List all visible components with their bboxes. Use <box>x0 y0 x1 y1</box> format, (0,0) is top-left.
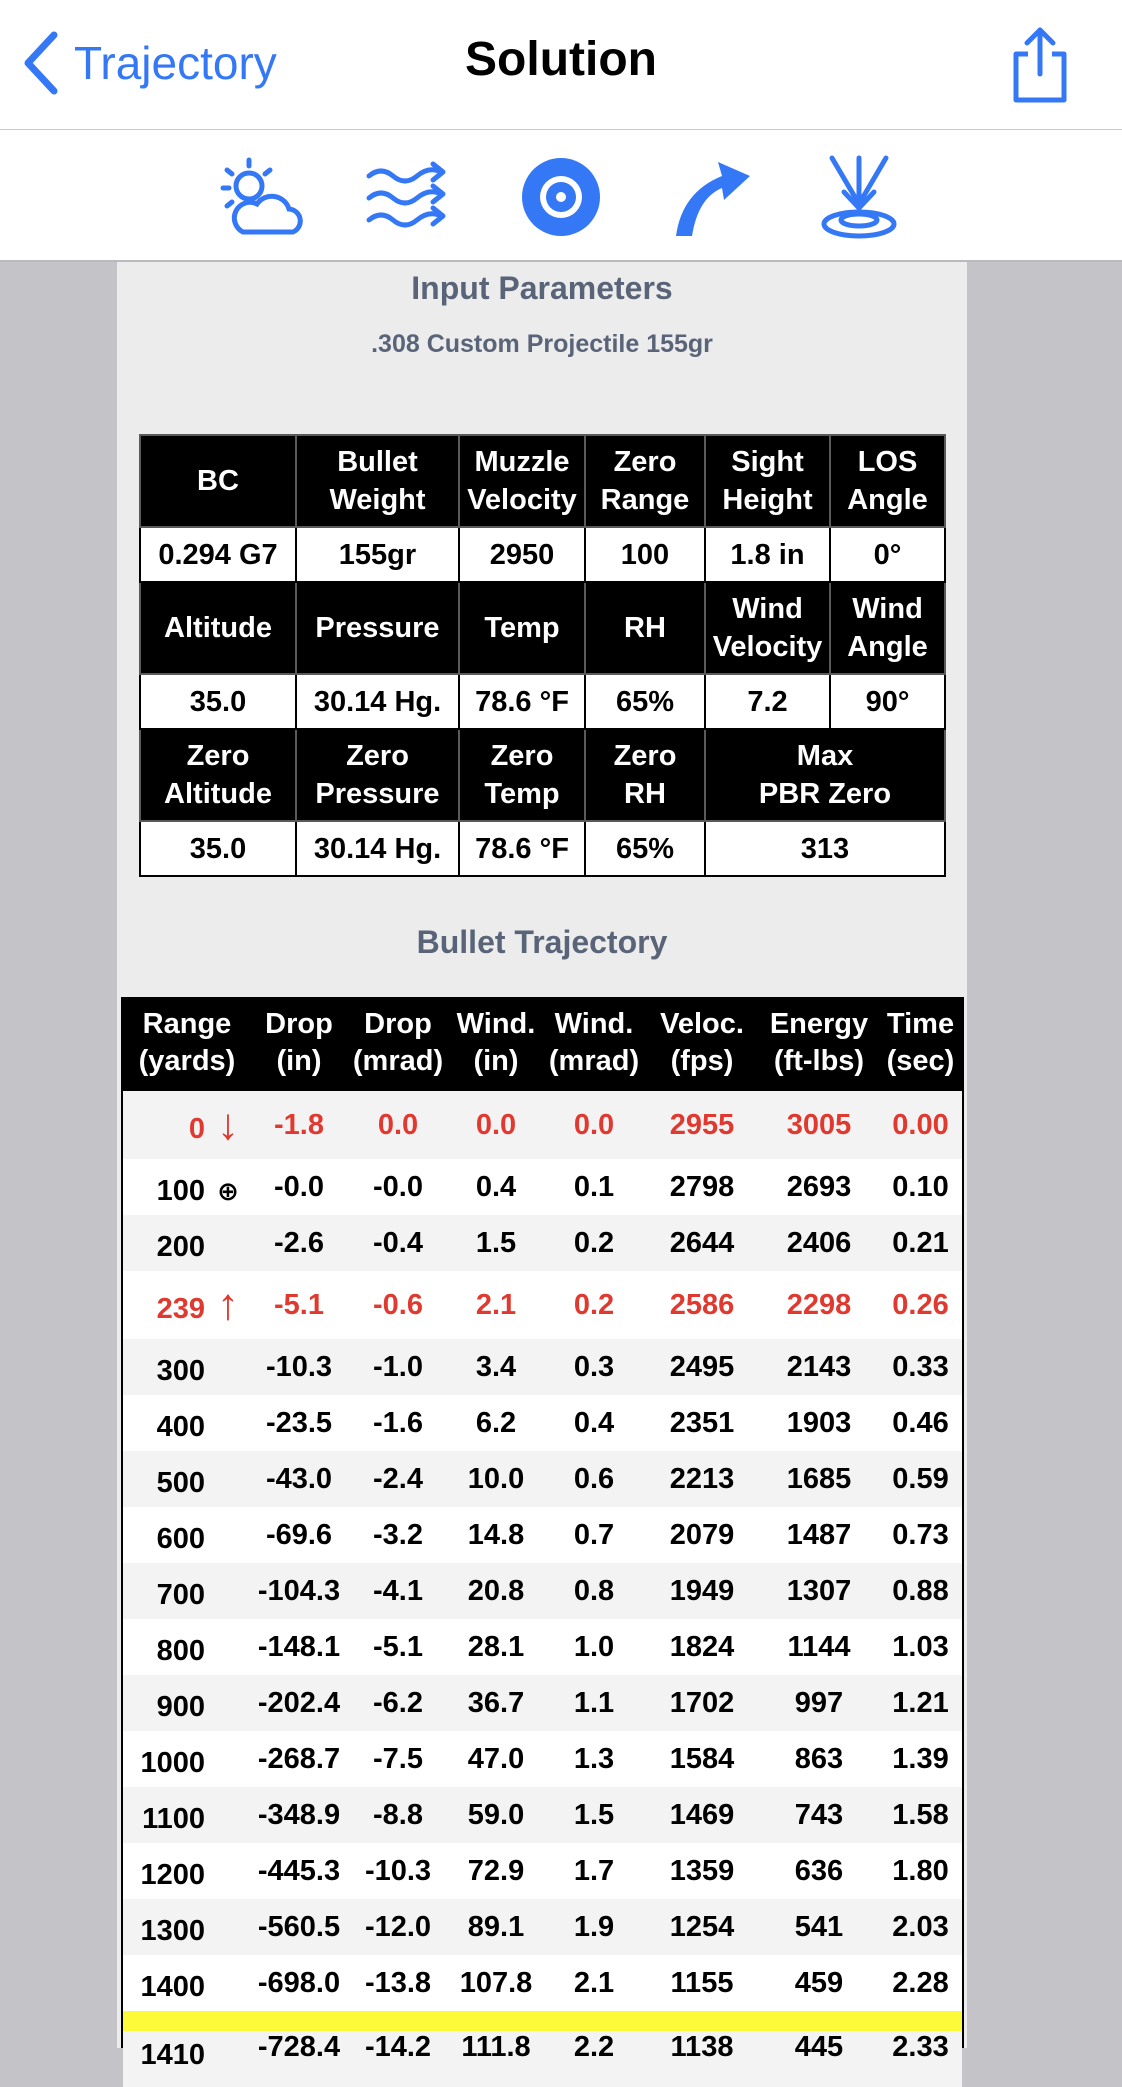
range-cell <box>123 1627 251 1668</box>
trajectory-value: 28.1 <box>467 1630 525 1663</box>
trajectory-row[interactable] <box>123 1563 962 1619</box>
impact-icon[interactable] <box>814 152 904 242</box>
trajectory-value: 2406 <box>786 1226 852 1259</box>
trajectory-value: 0.26 <box>892 1288 949 1321</box>
trajectory-value: 2.2 <box>573 2031 615 2063</box>
range-value: 900 <box>156 1690 205 1723</box>
range-value: 600 <box>156 1522 205 1555</box>
trajectory-value: 36.7 <box>467 1686 525 1719</box>
trajectory-value: -1.0 <box>373 1350 423 1383</box>
trajectory-value: 72.9 <box>467 1854 525 1887</box>
trajectory-value: 0.00 <box>892 1108 949 1141</box>
parameter-value: 0° <box>830 527 945 582</box>
trajectory-row[interactable] <box>123 1507 962 1563</box>
trajectory-value: 10.0 <box>467 1462 525 1495</box>
range-cell <box>123 1851 251 1892</box>
trajectory-value: -0.4 <box>373 1226 423 1259</box>
trajectory-value: 2586 <box>669 1288 735 1321</box>
trajectory-value: 1824 <box>669 1630 735 1663</box>
trajectory-value: 0.0 <box>377 1108 419 1141</box>
parameter-value: 100 <box>585 527 705 582</box>
trajectory-value: -69.6 <box>265 1518 333 1551</box>
column-header: Veloc. (fps) <box>660 1008 744 1077</box>
parameter-header-row <box>140 582 945 674</box>
range-value: 800 <box>156 1634 205 1667</box>
trajectory-value: 111.8 <box>461 2031 531 2063</box>
trajectory-value: 1685 <box>786 1462 852 1495</box>
trajectory-row[interactable] <box>123 2031 962 2087</box>
trajectory-value: 1.0 <box>573 1630 615 1663</box>
trajectory-value: -14.2 <box>364 2031 432 2063</box>
trajectory-value: 1487 <box>786 1518 852 1551</box>
back-button-label: Trajectory <box>74 37 277 89</box>
trajectory-value: -10.3 <box>265 1350 333 1383</box>
trajectory-value: 1949 <box>669 1574 735 1607</box>
projectile-subtitle: .308 Custom Projectile 155gr <box>371 330 713 358</box>
parameter-label: Pressure <box>296 582 459 674</box>
range-value: 1410 <box>140 2039 205 2071</box>
parameter-value: 2950 <box>459 527 585 582</box>
parameter-label: Zero Range <box>585 435 705 527</box>
trajectory-value: -4.1 <box>373 1574 423 1607</box>
column-header: Wind. (mrad) <box>548 1008 640 1077</box>
parameter-value: 1.8 in <box>705 527 830 582</box>
trajectory-value: -445.3 <box>257 1854 341 1887</box>
trajectory-row[interactable] <box>123 1787 962 1843</box>
range-value: 700 <box>156 1578 205 1611</box>
column-header: Drop (in) <box>265 1008 333 1077</box>
trajectory-row[interactable] <box>123 1339 962 1395</box>
range-value: 300 <box>156 1354 205 1387</box>
trajectory-value: 2213 <box>669 1462 735 1495</box>
bullet-trajectory-title: Bullet Trajectory <box>416 924 668 960</box>
trajectory-header-row <box>123 997 962 1091</box>
trajectory-value: 1903 <box>786 1406 852 1439</box>
parameter-label: Sight Height <box>705 435 830 527</box>
trajectory-value: 1359 <box>669 1854 735 1887</box>
trajectory-value: 0.2 <box>573 1226 615 1259</box>
trajectory-value: -12.0 <box>364 1910 432 1943</box>
range-cell <box>123 1100 251 1149</box>
trajectory-value: -13.8 <box>364 1966 432 1999</box>
range-cell <box>123 1403 251 1444</box>
trajectory-value: 1.58 <box>892 1798 949 1831</box>
column-header: Energy (ft-lbs) <box>769 1008 869 1077</box>
trajectory-value: 2351 <box>669 1406 735 1439</box>
trajectory-value: 459 <box>794 1966 844 1999</box>
parameter-value: 30.14 Hg. <box>296 674 459 729</box>
range-cell <box>123 1347 251 1388</box>
trajectory-value: 3005 <box>786 1108 852 1141</box>
parameter-value: 65% <box>585 821 705 876</box>
parameter-value: 0.294 G7 <box>140 527 296 582</box>
trajectory-value: 0.88 <box>892 1574 949 1607</box>
trajectory-value: 2.03 <box>892 1910 949 1943</box>
trajectory-value: 2955 <box>669 1108 735 1141</box>
parameter-label: RH <box>585 582 705 674</box>
trajectory-value: 0.73 <box>892 1518 949 1551</box>
toolbar <box>0 130 1122 262</box>
parameter-label: Wind Velocity <box>705 582 830 674</box>
trajectory-value: 2079 <box>669 1518 735 1551</box>
trajectory-value: 3.4 <box>475 1350 517 1383</box>
trajectory-value: -560.5 <box>257 1910 341 1943</box>
range-cell <box>123 1280 251 1329</box>
trajectory-value: -698.0 <box>257 1966 341 1999</box>
range-value: 1400 <box>140 1970 205 2003</box>
trajectory-row[interactable] <box>123 1619 962 1675</box>
trajectory-row[interactable] <box>123 1159 962 1215</box>
trajectory-row[interactable] <box>123 1899 962 1955</box>
trajectory-value: -0.6 <box>373 1288 423 1321</box>
trajectory-body <box>123 1091 962 2087</box>
trajectory-value: -1.8 <box>274 1108 324 1141</box>
trajectory-value: 1.9 <box>573 1910 615 1943</box>
share-icon <box>1008 24 1072 104</box>
range-cell <box>123 1459 251 1500</box>
trajectory-value: -0.0 <box>274 1170 324 1203</box>
trajectory-value: 0.21 <box>892 1226 949 1259</box>
parameter-label: Wind Angle <box>830 582 945 674</box>
range-cell <box>123 1963 251 2004</box>
parameter-header-row <box>140 729 945 821</box>
trajectory-value: 541 <box>794 1910 844 1943</box>
trajectory-value: 1144 <box>787 1630 851 1663</box>
trajectory-value: 1.5 <box>573 1798 615 1831</box>
trajectory-value: 2693 <box>786 1170 852 1203</box>
trajectory-value: -268.7 <box>257 1742 341 1775</box>
trajectory-value: 1.80 <box>892 1854 949 1887</box>
parameter-value: 78.6 °F <box>459 674 585 729</box>
chevron-left-icon <box>20 31 60 95</box>
trajectory-value: 0.6 <box>573 1462 615 1495</box>
range-cell <box>123 1683 251 1724</box>
input-parameters-table <box>139 434 946 877</box>
arrow-down-icon: ↓ <box>217 1100 239 1149</box>
parameter-value: 78.6 °F <box>459 821 585 876</box>
range-value: 400 <box>156 1410 205 1443</box>
trajectory-value: 2644 <box>669 1226 735 1259</box>
trajectory-value: 1254 <box>669 1910 735 1943</box>
range-value: 1000 <box>140 1746 205 1779</box>
solution-panel <box>117 262 967 2071</box>
trajectory-value: 0.3 <box>573 1350 615 1383</box>
max-range-highlight <box>123 2011 962 2031</box>
parameter-value: 155gr <box>296 527 459 582</box>
trajectory-value: -728.4 <box>257 2031 341 2063</box>
trajectory-value: -2.4 <box>373 1462 423 1495</box>
trajectory-value: 636 <box>794 1854 844 1887</box>
trajectory-value: -6.2 <box>373 1686 423 1719</box>
trajectory-value: 59.0 <box>467 1798 525 1831</box>
trajectory-value: 2143 <box>786 1350 852 1383</box>
trajectory-row[interactable] <box>123 1843 962 1899</box>
trajectory-value: 1.21 <box>892 1686 949 1719</box>
parameter-value: 30.14 Hg. <box>296 821 459 876</box>
trajectory-value: 0.4 <box>475 1170 517 1203</box>
trajectory-value: 0.10 <box>892 1170 949 1203</box>
trajectory-row[interactable] <box>123 1731 962 1787</box>
parameter-label: Altitude <box>140 582 296 674</box>
trajectory-value: 6.2 <box>475 1406 517 1439</box>
parameter-label: Max PBR Zero <box>705 729 945 821</box>
trajectory-value: 2.33 <box>892 2031 949 2063</box>
trajectory-value: 107.8 <box>459 1966 533 1999</box>
trajectory-value: 0.0 <box>573 1108 615 1141</box>
trajectory-value: 1155 <box>670 1966 734 1999</box>
trajectory-value: 863 <box>794 1742 844 1775</box>
parameter-value: 35.0 <box>140 821 296 876</box>
trajectory-value: 2798 <box>669 1170 735 1203</box>
trajectory-value: 1138 <box>670 2031 734 2063</box>
range-cell <box>123 1223 251 1264</box>
trajectory-value: 0.8 <box>573 1574 615 1607</box>
wind-icon[interactable] <box>363 152 453 242</box>
range-value: 200 <box>156 1230 205 1263</box>
range-cell <box>123 1515 251 1556</box>
trajectory-value: 0.4 <box>573 1406 615 1439</box>
parameter-value: 7.2 <box>705 674 830 729</box>
trajectory-value: 2.1 <box>475 1288 517 1321</box>
bullet-trajectory-table[interactable] <box>121 997 964 2071</box>
trajectory-value: 47.0 <box>467 1742 525 1775</box>
trajectory-value: -23.5 <box>265 1406 333 1439</box>
column-header: Wind. (in) <box>456 1008 536 1077</box>
trajectory-value: 89.1 <box>467 1910 525 1943</box>
trajectory-value: 0.59 <box>892 1462 949 1495</box>
range-cell <box>123 1795 251 1836</box>
parameter-label: Zero Altitude <box>140 729 296 821</box>
range-cell <box>123 2031 251 2072</box>
trajectory-row[interactable] <box>123 1215 962 1271</box>
column-header: Drop (mrad) <box>352 1008 444 1077</box>
trajectory-value: -10.3 <box>364 1854 432 1887</box>
range-value: 1300 <box>140 1914 205 1947</box>
trajectory-value: -148.1 <box>257 1630 341 1663</box>
column-header: Time (sec) <box>886 1008 955 1077</box>
parameter-value: 65% <box>585 674 705 729</box>
parameter-label: Muzzle Velocity <box>459 435 585 527</box>
trajectory-value: -202.4 <box>257 1686 341 1719</box>
parameter-label: Temp <box>459 582 585 674</box>
trajectory-value: -43.0 <box>265 1462 333 1495</box>
trajectory-value: 0.0 <box>475 1108 517 1141</box>
back-button[interactable] <box>20 28 277 98</box>
parameter-label: Zero Temp <box>459 729 585 821</box>
trajectory-value: 0.46 <box>892 1406 949 1439</box>
trajectory-value: -8.8 <box>373 1798 423 1831</box>
trajectory-value: 2495 <box>669 1350 735 1383</box>
trajectory-row[interactable] <box>123 1955 962 2011</box>
trajectory-value: -7.5 <box>373 1742 423 1775</box>
trajectory-value: 0.1 <box>573 1170 615 1203</box>
parameter-label: Bullet Weight <box>296 435 459 527</box>
trajectory-value: 1.39 <box>892 1742 949 1775</box>
trajectory-value: 0.2 <box>573 1288 615 1321</box>
trajectory-value: 1.1 <box>573 1686 615 1719</box>
trajectory-value: 2298 <box>786 1288 852 1321</box>
trajectory-arrow-icon[interactable] <box>668 152 758 242</box>
parameter-label: LOS Angle <box>830 435 945 527</box>
parameter-value-row <box>140 674 945 729</box>
parameter-value: 35.0 <box>140 674 296 729</box>
parameter-value: 90° <box>830 674 945 729</box>
range-value: 500 <box>156 1466 205 1499</box>
trajectory-value: 445 <box>794 2031 844 2063</box>
range-value: 0 <box>188 1112 205 1145</box>
trajectory-value: 1.03 <box>892 1630 949 1663</box>
parameter-value-row <box>140 821 945 876</box>
trajectory-value: 20.8 <box>467 1574 525 1607</box>
trajectory-value: -5.1 <box>274 1288 324 1321</box>
trajectory-value: 2.1 <box>573 1966 615 1999</box>
trajectory-value: -5.1 <box>373 1630 423 1663</box>
range-cell <box>123 1571 251 1612</box>
parameter-value-row <box>140 527 945 582</box>
range-value: 239 <box>156 1292 205 1325</box>
range-value: 100 <box>156 1174 205 1207</box>
trajectory-value: 1469 <box>669 1798 735 1831</box>
column-header: Range (yards) <box>138 1008 236 1077</box>
trajectory-value: 1.5 <box>475 1226 517 1259</box>
trajectory-value: -348.9 <box>257 1798 341 1831</box>
trajectory-value: 743 <box>794 1798 844 1831</box>
trajectory-row[interactable] <box>123 1395 962 1451</box>
page-title: Solution <box>465 33 657 86</box>
trajectory-value: 14.8 <box>467 1518 525 1551</box>
trajectory-value: 1.7 <box>573 1854 615 1887</box>
range-cell <box>123 1907 251 1948</box>
parameter-label: BC <box>140 435 296 527</box>
trajectory-value: 1.3 <box>573 1742 615 1775</box>
trajectory-value: -0.0 <box>373 1170 423 1203</box>
trajectory-row[interactable] <box>123 1451 962 1507</box>
trajectory-value: -2.6 <box>274 1226 324 1259</box>
trajectory-value: -104.3 <box>257 1574 341 1607</box>
trajectory-row[interactable] <box>123 1675 962 1731</box>
trajectory-row[interactable] <box>123 1091 962 1159</box>
range-cell <box>123 1167 251 1208</box>
range-cell <box>123 1739 251 1780</box>
weather-icon[interactable] <box>215 152 305 242</box>
trajectory-value: 997 <box>794 1686 844 1719</box>
parameter-value: 313 <box>705 821 945 876</box>
navigation-bar <box>0 0 1122 130</box>
trajectory-value: 0.7 <box>573 1518 615 1551</box>
trajectory-value: 2.28 <box>892 1966 949 1999</box>
trajectory-value: 1584 <box>669 1742 735 1775</box>
range-value: 1200 <box>140 1858 205 1891</box>
trajectory-value: -1.6 <box>373 1406 423 1439</box>
parameter-header-row <box>140 435 945 527</box>
trajectory-value: 1702 <box>669 1686 735 1719</box>
target-icon[interactable] <box>516 152 606 242</box>
share-button[interactable] <box>1008 24 1072 104</box>
input-parameters-title: Input Parameters <box>411 270 673 306</box>
parameter-label: Zero Pressure <box>296 729 459 821</box>
trajectory-value: -3.2 <box>373 1518 423 1551</box>
trajectory-value: 0.33 <box>892 1350 949 1383</box>
range-value: 1100 <box>142 1802 205 1835</box>
trajectory-row[interactable] <box>123 1271 962 1339</box>
arrow-up-icon: ↑ <box>217 1280 239 1329</box>
trajectory-value: 1307 <box>786 1574 852 1607</box>
zero-crosshair-icon: ⊕ <box>217 1175 239 1206</box>
parameter-label: Zero RH <box>585 729 705 821</box>
